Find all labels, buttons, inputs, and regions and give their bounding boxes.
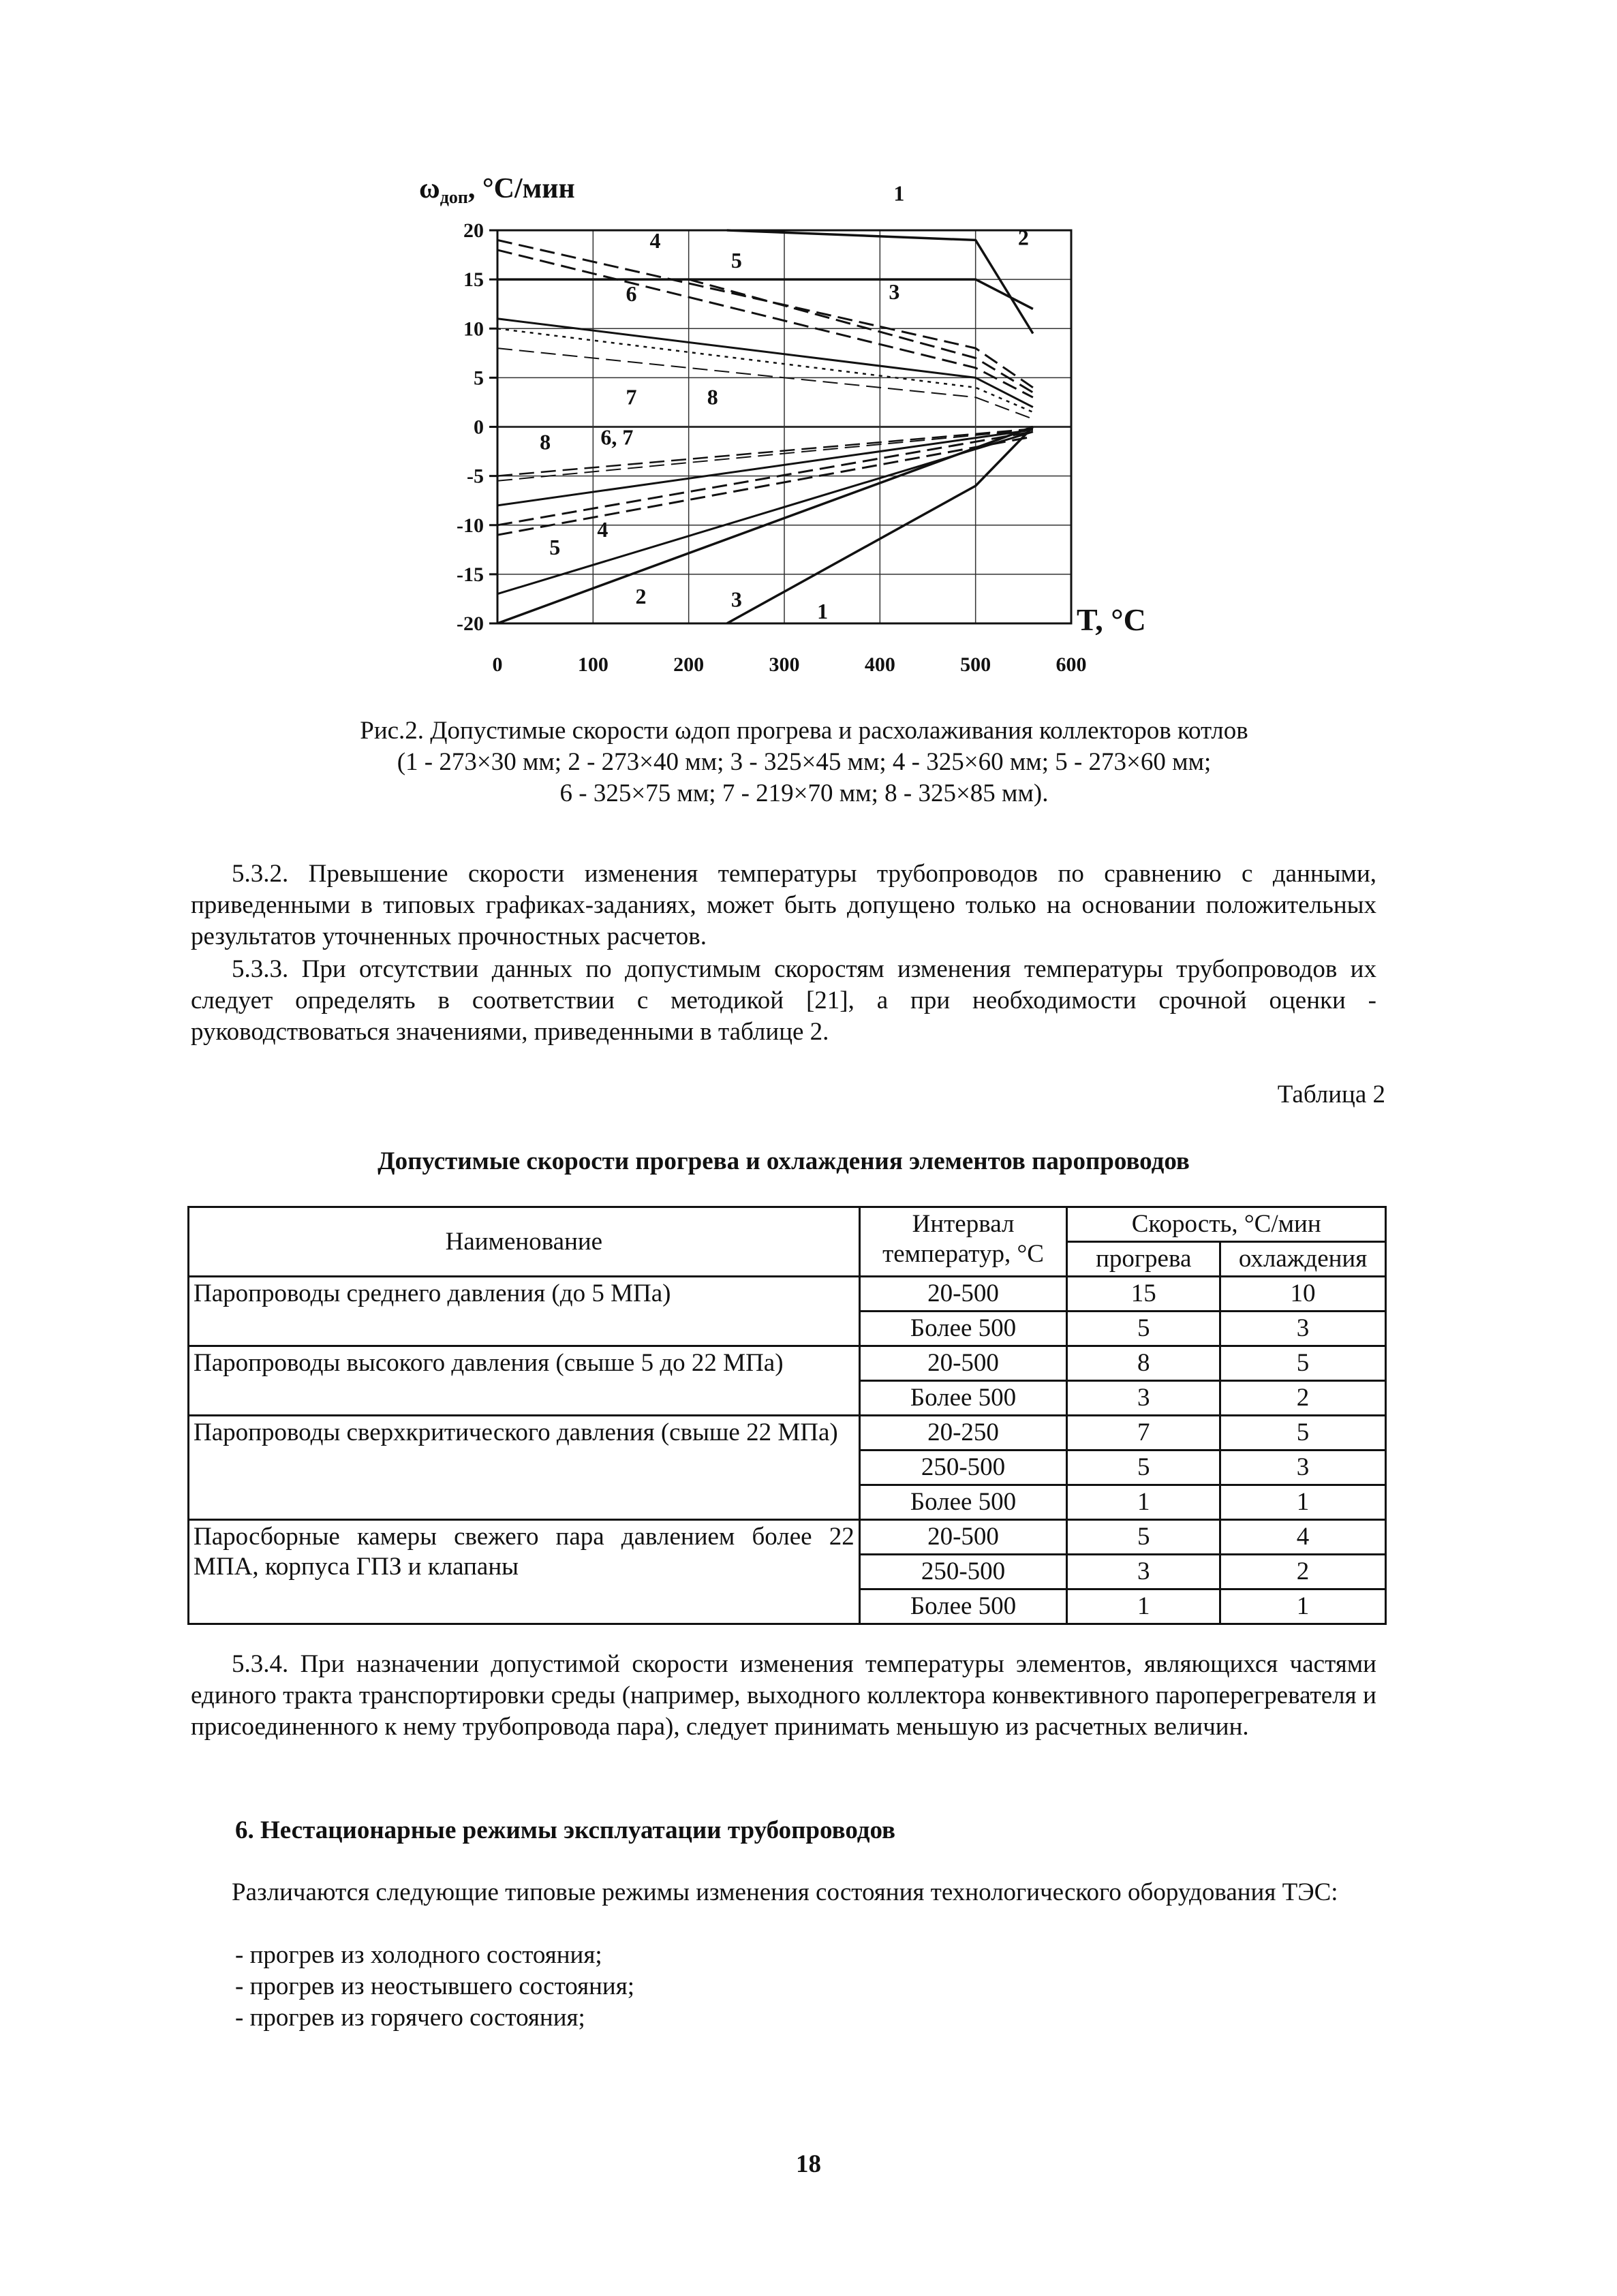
cell-heat: 8	[1067, 1346, 1220, 1381]
cell-cool: 4	[1220, 1520, 1386, 1555]
y-tick-label: 10	[463, 317, 484, 341]
cell-interval: Более 500	[859, 1312, 1067, 1346]
caption-line-1: Рис.2. Допустимые скорости ωдоп прогрева и расхолаживания коллекторов котлов	[360, 717, 1248, 745]
curve-label: 4	[649, 228, 661, 253]
page-number: 18	[796, 2150, 821, 2178]
cell-heat: 1	[1067, 1485, 1220, 1520]
cell-heat: 7	[1067, 1416, 1220, 1450]
cell-cool: 1	[1220, 1589, 1386, 1624]
y-tick-label: 5	[474, 367, 484, 390]
header-cool: охлаждения	[1220, 1242, 1386, 1277]
table-header-row	[189, 1207, 1386, 1242]
series-line-3	[497, 429, 1033, 594]
curve-label: 5	[549, 535, 561, 560]
table-row	[189, 1416, 1386, 1450]
figure-caption	[204, 715, 1404, 809]
ylabel-symbol: ω	[419, 173, 440, 204]
section-heading: 6. Нестационарные режимы эксплуатации трубопроводов	[235, 1816, 896, 1844]
x-tick-label: 100	[577, 653, 609, 676]
row-name: Паропроводы сверхкритического давления (свыше 22 МПа)	[189, 1416, 860, 1520]
series-line-5	[497, 437, 1033, 535]
y-tick-label: 20	[463, 219, 484, 242]
y-tick-label: 15	[463, 268, 484, 292]
cell-heat: 5	[1067, 1450, 1220, 1485]
series-line-4	[497, 240, 1033, 387]
cell-interval: 20-500	[859, 1346, 1067, 1381]
x-tick-label: 200	[673, 653, 705, 676]
cell-interval: 250-500	[859, 1450, 1067, 1485]
list-item: - прогрев из горячего состояния;	[235, 2004, 585, 2032]
table-row	[189, 1520, 1386, 1555]
row-name: Паропроводы высокого давления (свыше 5 до 22 МПа)	[189, 1346, 860, 1416]
curve-label: 1	[893, 181, 905, 206]
y-tick-label: -10	[457, 514, 484, 537]
paragraph-text: 5.3.3. При отсутствии данных по допустимым скоростям изменения температуры трубопроводов их следует определять в соответствии с методикой [21], а при необходимости срочной оценки - руководствоваться значениями, приведенными в таблице 2.	[191, 955, 1376, 1046]
curve-label: 2	[1017, 225, 1029, 250]
section-intro	[191, 1877, 1376, 1908]
curve-label: 6, 7	[600, 424, 634, 450]
x-tick-label: 300	[769, 653, 800, 676]
cell-cool: 5	[1220, 1416, 1386, 1450]
cell-heat: 5	[1067, 1520, 1220, 1555]
cell-cool: 2	[1220, 1381, 1386, 1416]
chart-grid	[497, 230, 1071, 623]
x-tick-label: 600	[1056, 653, 1087, 676]
cell-interval: Более 500	[859, 1485, 1067, 1520]
paragraph-text: 5.3.4. При назначении допустимой скорости изменения температуры элементов, являющихся частями единого тракта транспортировки среды (например, выходного коллектора конвективного пароперегревателя и присоединенного к нему трубопровода пара), следует принимать меньшую из расчетных величин.	[191, 1650, 1376, 1741]
ylabel-unit-sep: ,	[467, 173, 482, 204]
cell-cool: 5	[1220, 1346, 1386, 1381]
cell-cool: 10	[1220, 1277, 1386, 1312]
speeds-table	[187, 1206, 1387, 1625]
curve-label: 3	[730, 587, 742, 612]
curve-label: 4	[597, 517, 609, 542]
cell-heat: 15	[1067, 1277, 1220, 1312]
cell-interval: 20-500	[859, 1277, 1067, 1312]
cell-interval: Более 500	[859, 1381, 1067, 1416]
curve-label: 7	[626, 384, 637, 409]
paragraph-text: Различаются следующие типовые режимы изменения состояния технологического оборудования ТЭС:	[232, 1878, 1338, 1906]
cell-heat: 3	[1067, 1381, 1220, 1416]
header-interval: Интервал температур, °C	[859, 1207, 1067, 1277]
series-line-3	[689, 279, 1033, 392]
chart	[382, 157, 1172, 688]
x-tick-label: 500	[960, 653, 991, 676]
y-tick-label: 0	[474, 416, 484, 439]
cell-interval: 250-500	[859, 1555, 1067, 1589]
paragraph-5-3-2	[191, 858, 1376, 952]
series-line-8	[497, 348, 1033, 419]
cell-interval: 20-500	[859, 1520, 1067, 1555]
caption-line-3: 6 - 325×75 мм; 7 - 219×70 мм; 8 - 325×85 мм).	[559, 779, 1049, 807]
x-tick-label: 400	[864, 653, 895, 676]
curve-label: 8	[707, 384, 718, 409]
chart-ylabel	[419, 173, 575, 207]
ylabel-unit: °C/мин	[482, 173, 575, 204]
x-tick-label: 0	[492, 653, 503, 676]
curve-label: 6	[626, 281, 637, 306]
curve-label: 1	[817, 598, 829, 623]
y-tick-label: -5	[467, 465, 484, 488]
paragraph-5-3-4	[191, 1649, 1376, 1743]
cell-cool: 2	[1220, 1555, 1386, 1589]
table-number: Таблица 2	[1277, 1081, 1385, 1108]
paragraph-text: 5.3.2. Превышение скорости изменения температуры трубопроводов по сравнению с данными, приведенными в типовых графиках-заданиях, может быть допущено только на основании положительных результатов уточненных прочностных расчетов.	[191, 860, 1376, 950]
cell-cool: 3	[1220, 1312, 1386, 1346]
table-title: Допустимые скорости прогрева и охлаждения элементов паропроводов	[378, 1147, 1190, 1175]
row-name: Паропроводы среднего давления (до 5 МПа)	[189, 1277, 860, 1346]
cell-cool: 1	[1220, 1485, 1386, 1520]
y-tick-label: -20	[457, 612, 484, 635]
list-item: - прогрев из неостывшего состояния;	[235, 1972, 635, 2000]
cell-heat: 1	[1067, 1589, 1220, 1624]
row-name: Паросборные камеры свежего пара давлением более 22 МПА, корпуса ГПЗ и клапаны	[189, 1520, 860, 1624]
curve-label: 2	[635, 584, 647, 609]
cell-heat: 3	[1067, 1555, 1220, 1589]
table-row	[189, 1346, 1386, 1381]
curve-label: 8	[540, 429, 551, 454]
table-row	[189, 1277, 1386, 1312]
list-item: - прогрев из холодного состояния;	[235, 1941, 602, 1969]
series-line-7	[497, 328, 1033, 412]
series-line-4	[497, 429, 1033, 525]
paragraph-5-3-3	[191, 954, 1376, 1048]
curve-label: 5	[730, 247, 742, 273]
caption-line-2: (1 - 273×30 мм; 2 - 273×40 мм; 3 - 325×45 мм; 4 - 325×60 мм; 5 - 273×60 мм;	[397, 748, 1212, 776]
cell-heat: 5	[1067, 1312, 1220, 1346]
series-line-6	[497, 430, 1033, 506]
header-name: Наименование	[189, 1207, 860, 1277]
ylabel-subscript: доп	[440, 187, 468, 207]
y-tick-label: -15	[457, 563, 484, 586]
header-heat: прогрева	[1067, 1242, 1220, 1277]
cell-cool: 3	[1220, 1450, 1386, 1485]
cell-interval: Более 500	[859, 1589, 1067, 1624]
header-speed: Скорость, °C/мин	[1067, 1207, 1386, 1242]
cell-interval: 20-250	[859, 1416, 1067, 1450]
curve-label: 3	[889, 279, 900, 304]
series-line-2	[497, 279, 1033, 309]
chart-xlabel: T, °C	[1077, 602, 1146, 637]
